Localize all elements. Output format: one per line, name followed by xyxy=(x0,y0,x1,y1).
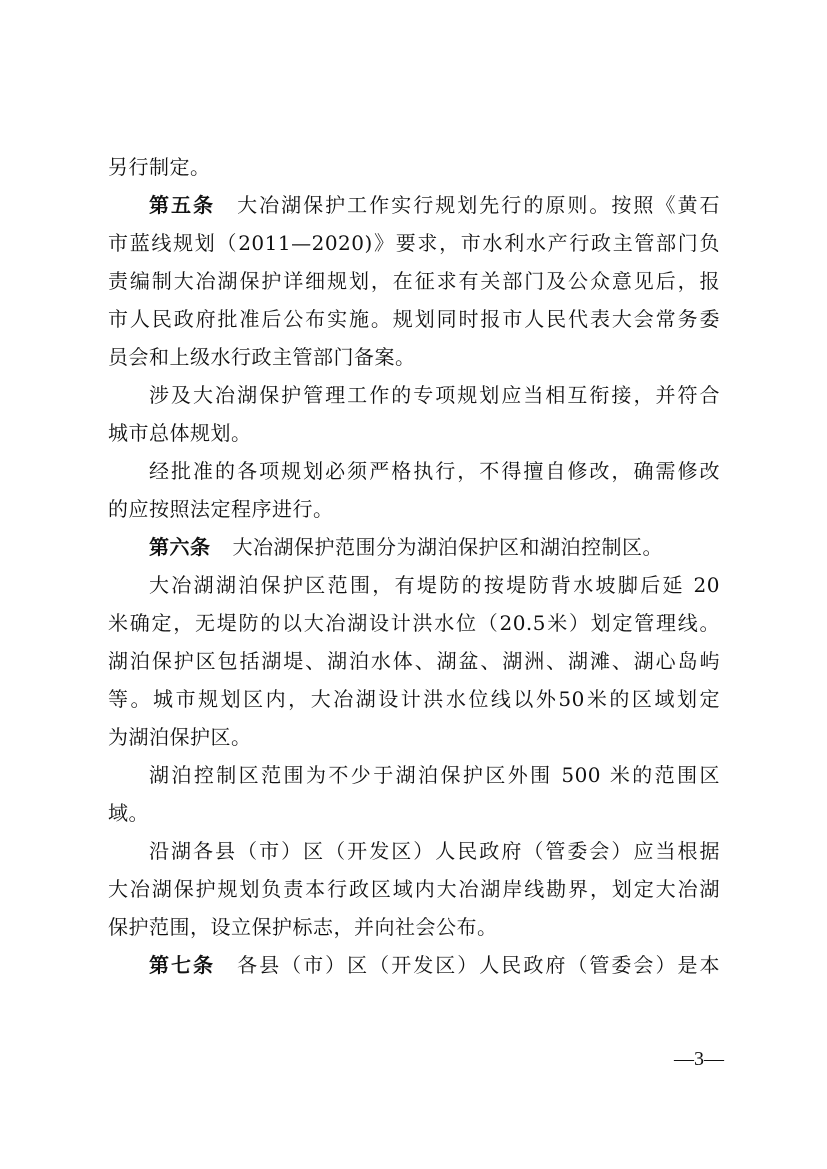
text-line: 域。 xyxy=(108,801,149,825)
text-line: 责编制大冶湖保护详细规划，在征求有关部门及公众意见后，报 xyxy=(108,269,720,293)
text-line: 大冶湖湖泊保护区范围，有堤防的按堤防背水坡脚后延 20 xyxy=(149,573,720,597)
article-heading: 第六条 xyxy=(149,535,211,559)
text-line: 员会和上级水行政主管部门备案。 xyxy=(108,345,416,369)
text-line: 米确定，无堤防的以大冶湖设计洪水位（20.5米）划定管理线。 xyxy=(108,611,720,635)
article-text: 大冶湖保护工作实行规划先行的原则。按照《黄石 xyxy=(237,193,720,217)
text-line xyxy=(108,946,720,984)
text-line: 沿湖各县（市）区（开发区）人民政府（管委会）应当根据 xyxy=(149,839,720,863)
text-line: 大冶湖保护规划负责本行政区域内大冶湖岸线勘界，划定大冶湖 xyxy=(108,877,720,901)
article-heading: 第五条 xyxy=(149,193,216,217)
text-line: 涉及大冶湖保护管理工作的专项规划应当相互衔接，并符合 xyxy=(149,383,720,407)
text-line: 为湖泊保护区。 xyxy=(108,725,252,749)
page-number: —3— xyxy=(674,1048,724,1070)
text-line: 等。城市规划区内，大冶湖设计洪水位线以外50米的区域划定 xyxy=(108,687,720,711)
text-line: 的应按照法定程序进行。 xyxy=(108,497,334,521)
article-heading: 第七条 xyxy=(149,953,216,977)
document-body xyxy=(108,148,720,984)
text-line: 湖泊控制区范围为不少于湖泊保护区外围 500 米的范围区 xyxy=(149,763,720,787)
text-line: 市人民政府批准后公布实施。规划同时报市人民代表大会常务委 xyxy=(108,307,720,331)
text-line: 经批准的各项规划必须严格执行，不得擅自修改，确需修改 xyxy=(149,459,720,483)
article-text: 大冶湖保护范围分为湖泊保护区和湖泊控制区。 xyxy=(232,535,663,559)
text-line: 城市总体规划。 xyxy=(108,421,252,445)
text-line: 市蓝线规划（2011—2020)》要求，市水利水产行政主管部门负 xyxy=(108,231,720,255)
article-text: 各县（市）区（开发区）人民政府（管委会）是本 xyxy=(237,953,720,977)
text-line xyxy=(108,528,720,566)
text-line: 湖泊保护区包括湖堤、湖泊水体、湖盆、湖洲、湖滩、湖心岛屿 xyxy=(108,649,720,673)
text-line: 另行制定。 xyxy=(108,155,211,179)
text-line xyxy=(108,186,720,224)
text-line: 保护范围，设立保护标志，并向社会公布。 xyxy=(108,915,498,939)
